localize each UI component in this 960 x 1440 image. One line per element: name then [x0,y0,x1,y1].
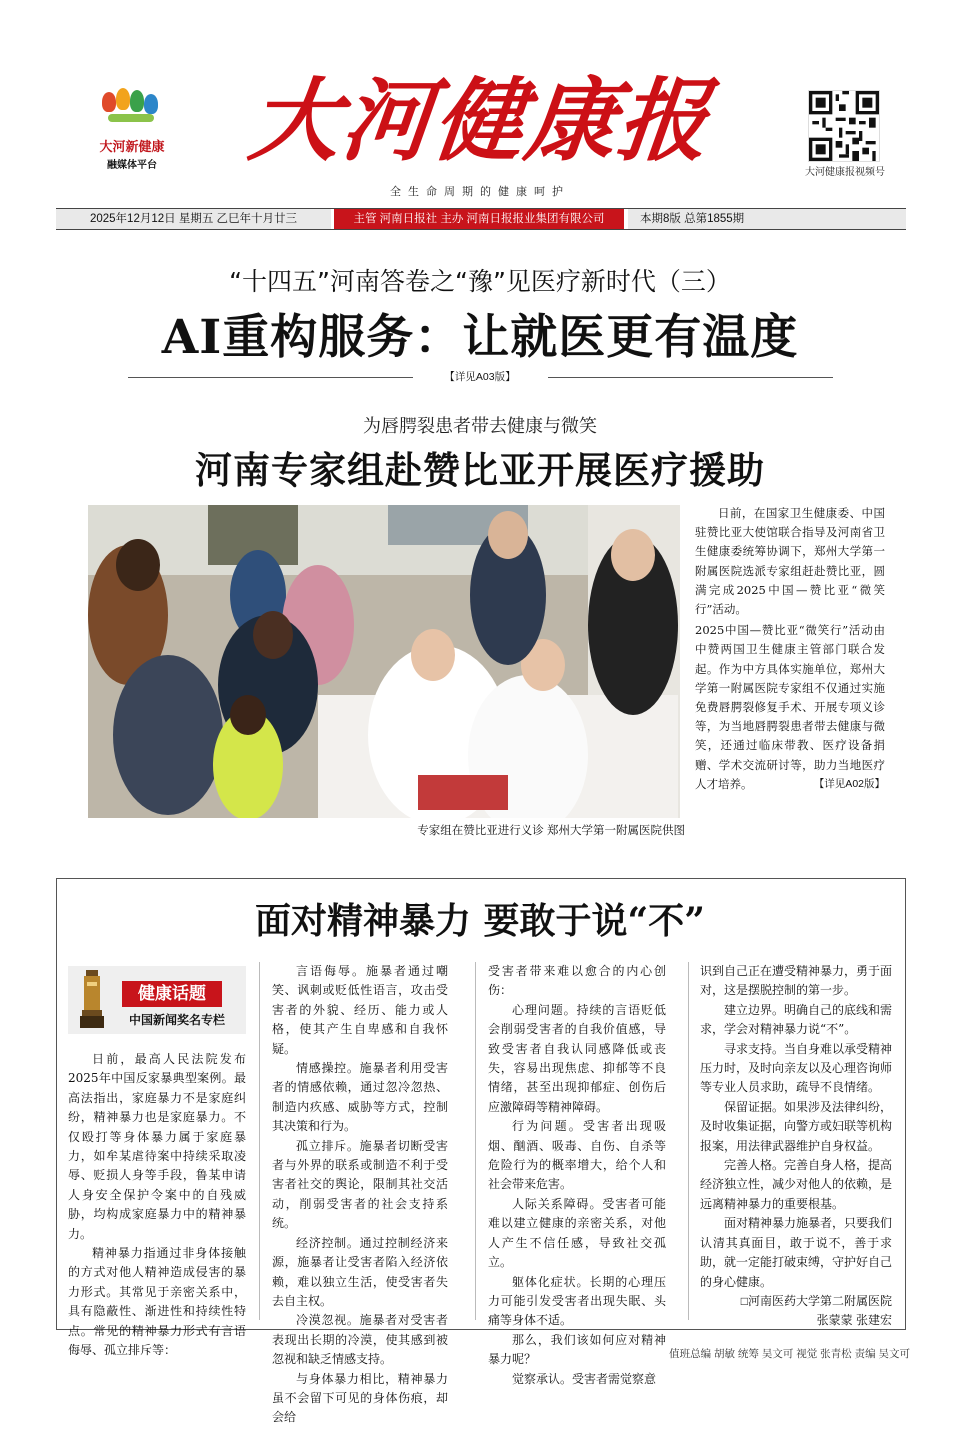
byline-org: □河南医药大学第二附属医院 [740,1293,892,1308]
publisher-info: 主管 河南日报社 主办 河南日报报业集团有限公司 [334,209,624,229]
column-divider [475,962,476,1320]
qr-code-label: 大河健康报视频号 [805,167,885,178]
paragraph: 言语侮辱。施暴者通过嘲笑、讽刺或贬低性语言，攻击受害者的外貌、经历、能力或人格，使其产生自卑感和自我怀疑。 [272,964,448,1056]
paragraph: 孤立排斥。施暴者切断受害者与外界的联系或制造不利于受害者社交的舆论，限制其社交活动，削弱受害者的社会支持系统。 [272,1138,448,1231]
paragraph: 情感操控。施暴者利用受害者的情感依赖，通过忽冷忽热、制造内疚感、威胁等方式，控制其决策和行为。 [272,1061,448,1134]
paragraph: 躯体化症状。长期的心理压力可能引发受害者出现失眠、头痛等身体不适。 [488,1274,666,1328]
story2-headline[interactable]: 河南专家组赴赞比亚开展医疗援助 [195,448,765,492]
lead-headline[interactable]: AI重构服务：让就医更有温度 [161,310,799,365]
paragraph: 行为问题。受害者出现吸烟、酗酒、吸毒、自伤、自杀等危险行为的概率增大，给个人和社会带来危害。 [488,1119,666,1192]
column-divider [259,962,260,1320]
brand-logo [72,88,192,188]
issue-number: 本期8版 总第1855期 [628,209,906,229]
topic-column-3 [488,962,666,1389]
paragraph: 面对精神暴力施暴者，只要我们认清其真面目，敢于说不，善于求助，就一定能打破束缚，守护好自己的身心健康。 [700,1216,893,1289]
topic-column-4 [700,962,892,1331]
paragraph: 经济控制。通过控制经济来源，施暴者让受害者陷入经济依赖，难以独立生活，使受害者失去自主权。 [272,1235,448,1308]
logo-mark-icon [96,88,168,132]
paragraph: 觉察承认。受害者需觉察意 [512,1371,657,1386]
paragraph: 识到自己正在遭受精神暴力，勇于面对，这是摆脱控制的第一步。 [700,964,893,998]
brand-subtitle: 融媒体平台 [107,160,157,171]
paragraph: 建立边界。明确自己的底线和需求，学会对精神暴力说“不”。 [700,1002,893,1037]
topic-headline[interactable]: 面对精神暴力 要敢于说“不” [255,900,705,942]
paragraph: 完善人格。完善自身人格，提高经济独立性，减少对他人的依赖，是远离精神暴力的重要根基。 [700,1158,893,1211]
paragraph: 人际关系障碍。受害者可能难以建立健康的亲密关系，对他人产生不信任感，导致社交孤立。 [488,1196,666,1270]
paragraph: 日前，最高人民法院发布2025年中国反家暴典型案例。最高法指出，家庭暴力不是家庭纠纷，精神暴力也是家庭暴力。不仅殴打等身体暴力属于家庭暴力，如牟某虐待案中持续采取凌辱、贬损人身等手段，鲁某申请人身安全保护令案中的自残威胁，均构成家庭暴力中的精神暴力。 [68,1052,246,1241]
story2-body [695,504,885,794]
divider [128,377,413,378]
story2-page-ref[interactable]: 【详见A02版】 [813,777,885,790]
story2-paragraph: 日前，在国家卫生健康委、中国驻赞比亚大使馆联合指导及河南省卫生健康委统筹协调下，郑州大学第一附属医院选派专家组赶赴赞比亚，圆满完成2025中国—赞比亚“微笑行”活动。 [695,506,885,617]
divider [548,377,833,378]
topic-column-2 [272,962,448,1428]
photo-caption: 专家组在赞比亚进行义诊 郑州大学第一附属医院供图 [417,825,685,837]
brand-name: 大河新健康 [99,140,165,155]
column-title: 健康话题 [122,981,222,1007]
column-award: 中国新闻奖名专栏 [128,1013,225,1027]
paragraph: 寻求支持。当自身难以承受精神压力时，及时向亲友以及心理咨询师等专业人员求助，疏导不良情绪。 [700,1041,893,1095]
issue-date: 2025年12月12日 星期五 乙巳年十月廿三 [56,209,331,229]
editor-credits: 值班总编 胡敏 统筹 吴文可 视觉 张青松 责编 吴文可 [669,1348,910,1360]
byline-authors: 张蒙蒙 张建宏 [816,1313,892,1328]
paragraph: 冷漠忽视。施暴者对受害者表现出长期的冷漠，使其感到被忽视和缺乏情感支持。 [272,1313,448,1367]
date-bar [56,208,906,230]
paragraph: 受害者带来难以愈合的内心创伤： [488,964,666,998]
story2-paragraph: 2025中国—赞比亚“微笑行”活动由中赞两国卫生健康主管部门联合发起。作为中方具体实施单位，郑州大学第一附属医院专家组不仅通过实施免费唇腭裂修复手术、开展专项义诊等，为当地唇腭裂患者带去健康与微笑，还通过临床带教、医疗设备捐赠、学术交流研讨等，助力当地医疗人才培养。 [695,623,885,791]
column-divider [688,962,689,1320]
lead-page-ref[interactable]: 【详见A03版】 [444,371,516,383]
paragraph: 心理问题。持续的言语贬低会削弱受害者的自我价值感，导致受害者自我认同感降低或丧失，容易出现焦虑、抑郁等不良情绪，甚至出现抑郁症、创伤后应激障碍等精神障碍。 [488,1002,666,1114]
paragraph: 保留证据。如果涉及法律纠纷，及时收集证据，向警方或妇联等机构报案，用法律武器维护自身权益。 [700,1099,893,1153]
lead-kicker: “十四五”河南答卷之“豫”见医疗新时代（三） [229,267,731,296]
newspaper-title: 大河健康报 [244,68,716,174]
paragraph: 精神暴力指通过非身体接触的方式对他人精神造成侵害的暴力形式。其常见于亲密关系中，具有隐蔽性、渐进性和持续性特点。常见的精神暴力形式有言语侮辱、孤立排斥等： [68,1246,246,1358]
qr-code-icon[interactable] [808,90,880,162]
paragraph: 那么，我们该如何应对精神暴力呢？ [488,1332,666,1367]
topic-column-1 [68,1050,246,1361]
news-photo[interactable] [88,505,680,818]
slogan: 全生命周期的健康呵护 [390,186,570,198]
trophy-icon [80,970,104,1028]
paragraph: 与身体暴力相比，精神暴力虽不会留下可见的身体伤痕，却会给 [272,1371,448,1425]
story2-kicker: 为唇腭裂患者带去健康与微笑 [363,416,597,437]
